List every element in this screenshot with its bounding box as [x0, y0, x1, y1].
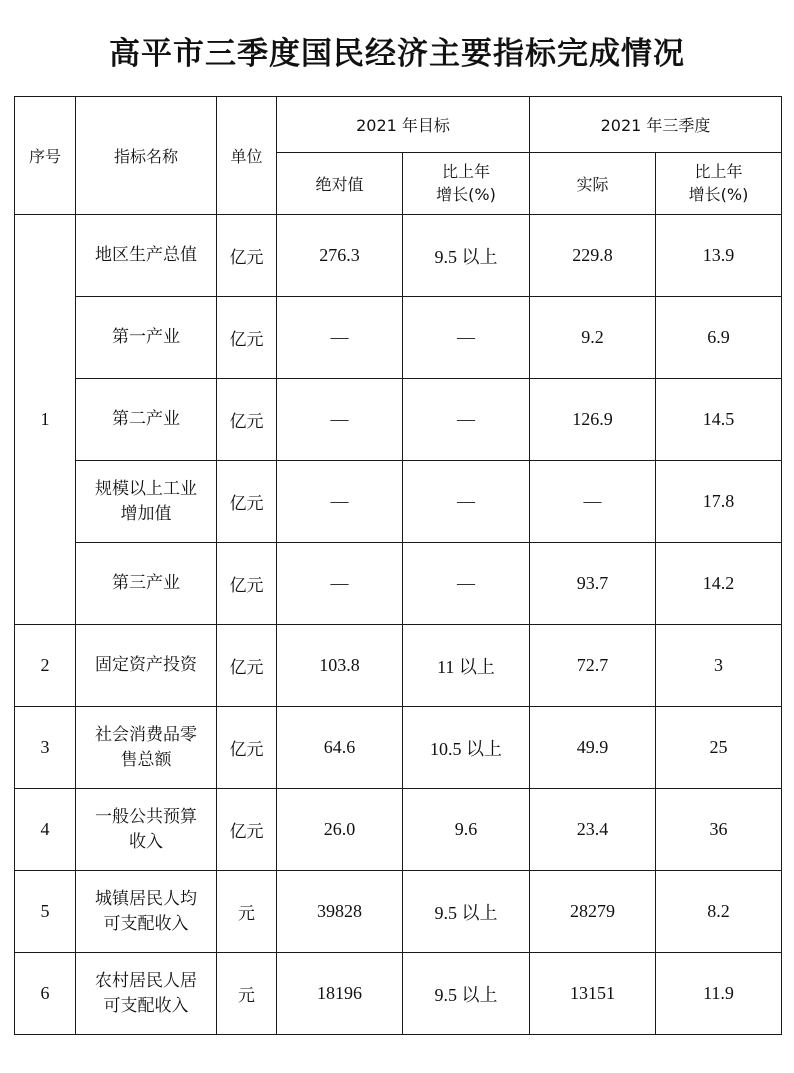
- row-indicator-name: [76, 297, 217, 379]
- header-growth-line2: 增长(%): [436, 184, 496, 204]
- header-actual-group: 2021 年三季度: [530, 97, 782, 153]
- row-actual: 93.7: [530, 543, 656, 625]
- row-target: —: [277, 461, 403, 543]
- table-row: [15, 297, 782, 379]
- row-name-line1: 规模以上工业: [95, 478, 197, 499]
- row-actual: 23.4: [530, 789, 656, 871]
- row-name-line1: 一般公共预算: [95, 806, 197, 827]
- row-actual: 9.2: [530, 297, 656, 379]
- row-indicator-name: [76, 625, 217, 707]
- row-target: —: [277, 297, 403, 379]
- row-name-line1: 第一产业: [112, 327, 180, 348]
- row-unit: 亿元: [217, 215, 277, 297]
- row-unit: 亿元: [217, 789, 277, 871]
- row-target-growth: 9.6: [403, 789, 530, 871]
- header-unit: 单位: [217, 97, 277, 215]
- row-target: 103.8: [277, 625, 403, 707]
- row-actual: 229.8: [530, 215, 656, 297]
- row-actual-growth: 25: [656, 707, 782, 789]
- row-indicator-name: [76, 461, 217, 543]
- row-target-growth: 9.5 以上: [403, 953, 530, 1035]
- row-target-growth: —: [403, 297, 530, 379]
- row-actual: 126.9: [530, 379, 656, 461]
- row-actual-growth: 14.2: [656, 543, 782, 625]
- row-unit: 亿元: [217, 379, 277, 461]
- header-actual-growth: [656, 153, 782, 215]
- row-actual: 13151: [530, 953, 656, 1035]
- row-indicator-name: [76, 543, 217, 625]
- row-target: —: [277, 543, 403, 625]
- row-actual: —: [530, 461, 656, 543]
- header-indicator: 指标名称: [76, 97, 217, 215]
- row-name-line1: 社会消费品零: [95, 724, 197, 745]
- row-name-line2: 增加值: [120, 503, 172, 524]
- row-name-line1: 第三产业: [112, 573, 180, 594]
- header-target-group: 2021 年目标: [277, 97, 530, 153]
- header-target-growth: [403, 153, 530, 215]
- header-actual: 实际: [530, 153, 656, 215]
- row-actual-growth: 13.9: [656, 215, 782, 297]
- row-unit: 亿元: [217, 625, 277, 707]
- row-unit: 元: [217, 953, 277, 1035]
- table-row: [15, 543, 782, 625]
- table-row: [15, 789, 782, 871]
- row-actual-growth: 36: [656, 789, 782, 871]
- row-unit: 亿元: [217, 297, 277, 379]
- row-actual-growth: 6.9: [656, 297, 782, 379]
- row-unit: 亿元: [217, 543, 277, 625]
- row-unit: 亿元: [217, 707, 277, 789]
- row-seq: 5: [15, 871, 76, 953]
- row-indicator-name: [76, 953, 217, 1035]
- row-target-growth: 10.5 以上: [403, 707, 530, 789]
- table-row: [15, 379, 782, 461]
- row-seq: 6: [15, 953, 76, 1035]
- row-target: 26.0: [277, 789, 403, 871]
- row-indicator-name: [76, 379, 217, 461]
- row-target: 18196: [277, 953, 403, 1035]
- row-indicator-name: [76, 707, 217, 789]
- row-actual-growth: 17.8: [656, 461, 782, 543]
- row-actual: 72.7: [530, 625, 656, 707]
- row-name-line2: 可支配收入: [103, 913, 189, 934]
- row-target: 39828: [277, 871, 403, 953]
- table-row: [15, 953, 782, 1035]
- row-indicator-name: [76, 215, 217, 297]
- header-growth-line2: 增长(%): [688, 184, 749, 204]
- table-row: [15, 215, 782, 297]
- table-header-row: [15, 97, 782, 153]
- row-name-line1: 农村居民人居: [95, 970, 197, 991]
- row-name-line1: 第二产业: [112, 409, 180, 430]
- row-target-growth: —: [403, 461, 530, 543]
- row-name-line2: 收入: [129, 831, 163, 852]
- row-unit: 元: [217, 871, 277, 953]
- row-seq: 1: [15, 215, 76, 625]
- row-indicator-name: [76, 871, 217, 953]
- row-name-line1: 固定资产投资: [95, 655, 197, 676]
- row-actual-growth: 3: [656, 625, 782, 707]
- header-growth-line1: 比上年: [694, 162, 743, 182]
- row-indicator-name: [76, 789, 217, 871]
- row-target-growth: 11 以上: [403, 625, 530, 707]
- page-title: 高平市三季度国民经济主要指标完成情况: [109, 36, 685, 72]
- row-name-line1: 城镇居民人均: [95, 888, 197, 909]
- row-actual: 28279: [530, 871, 656, 953]
- row-name-line2: 可支配收入: [103, 995, 189, 1016]
- row-target-growth: 9.5 以上: [403, 871, 530, 953]
- row-seq: 4: [15, 789, 76, 871]
- header-seq: 序号: [15, 97, 76, 215]
- row-target-growth: 9.5 以上: [403, 215, 530, 297]
- row-target-growth: —: [403, 543, 530, 625]
- table-row: [15, 707, 782, 789]
- row-name-line2: 售总额: [120, 749, 172, 770]
- row-actual-growth: 11.9: [656, 953, 782, 1035]
- indicators-table: [14, 96, 782, 1035]
- header-target-abs: 绝对值: [277, 153, 403, 215]
- row-seq: 2: [15, 625, 76, 707]
- row-target: 64.6: [277, 707, 403, 789]
- table-row: [15, 625, 782, 707]
- row-actual-growth: 14.5: [656, 379, 782, 461]
- row-target: 276.3: [277, 215, 403, 297]
- row-actual-growth: 8.2: [656, 871, 782, 953]
- table-row: [15, 461, 782, 543]
- row-target-growth: —: [403, 379, 530, 461]
- row-actual: 49.9: [530, 707, 656, 789]
- row-name-line1: 地区生产总值: [95, 245, 197, 266]
- header-growth-line1: 比上年: [441, 162, 490, 182]
- row-target: —: [277, 379, 403, 461]
- row-seq: 3: [15, 707, 76, 789]
- row-unit: 亿元: [217, 461, 277, 543]
- table-row: [15, 871, 782, 953]
